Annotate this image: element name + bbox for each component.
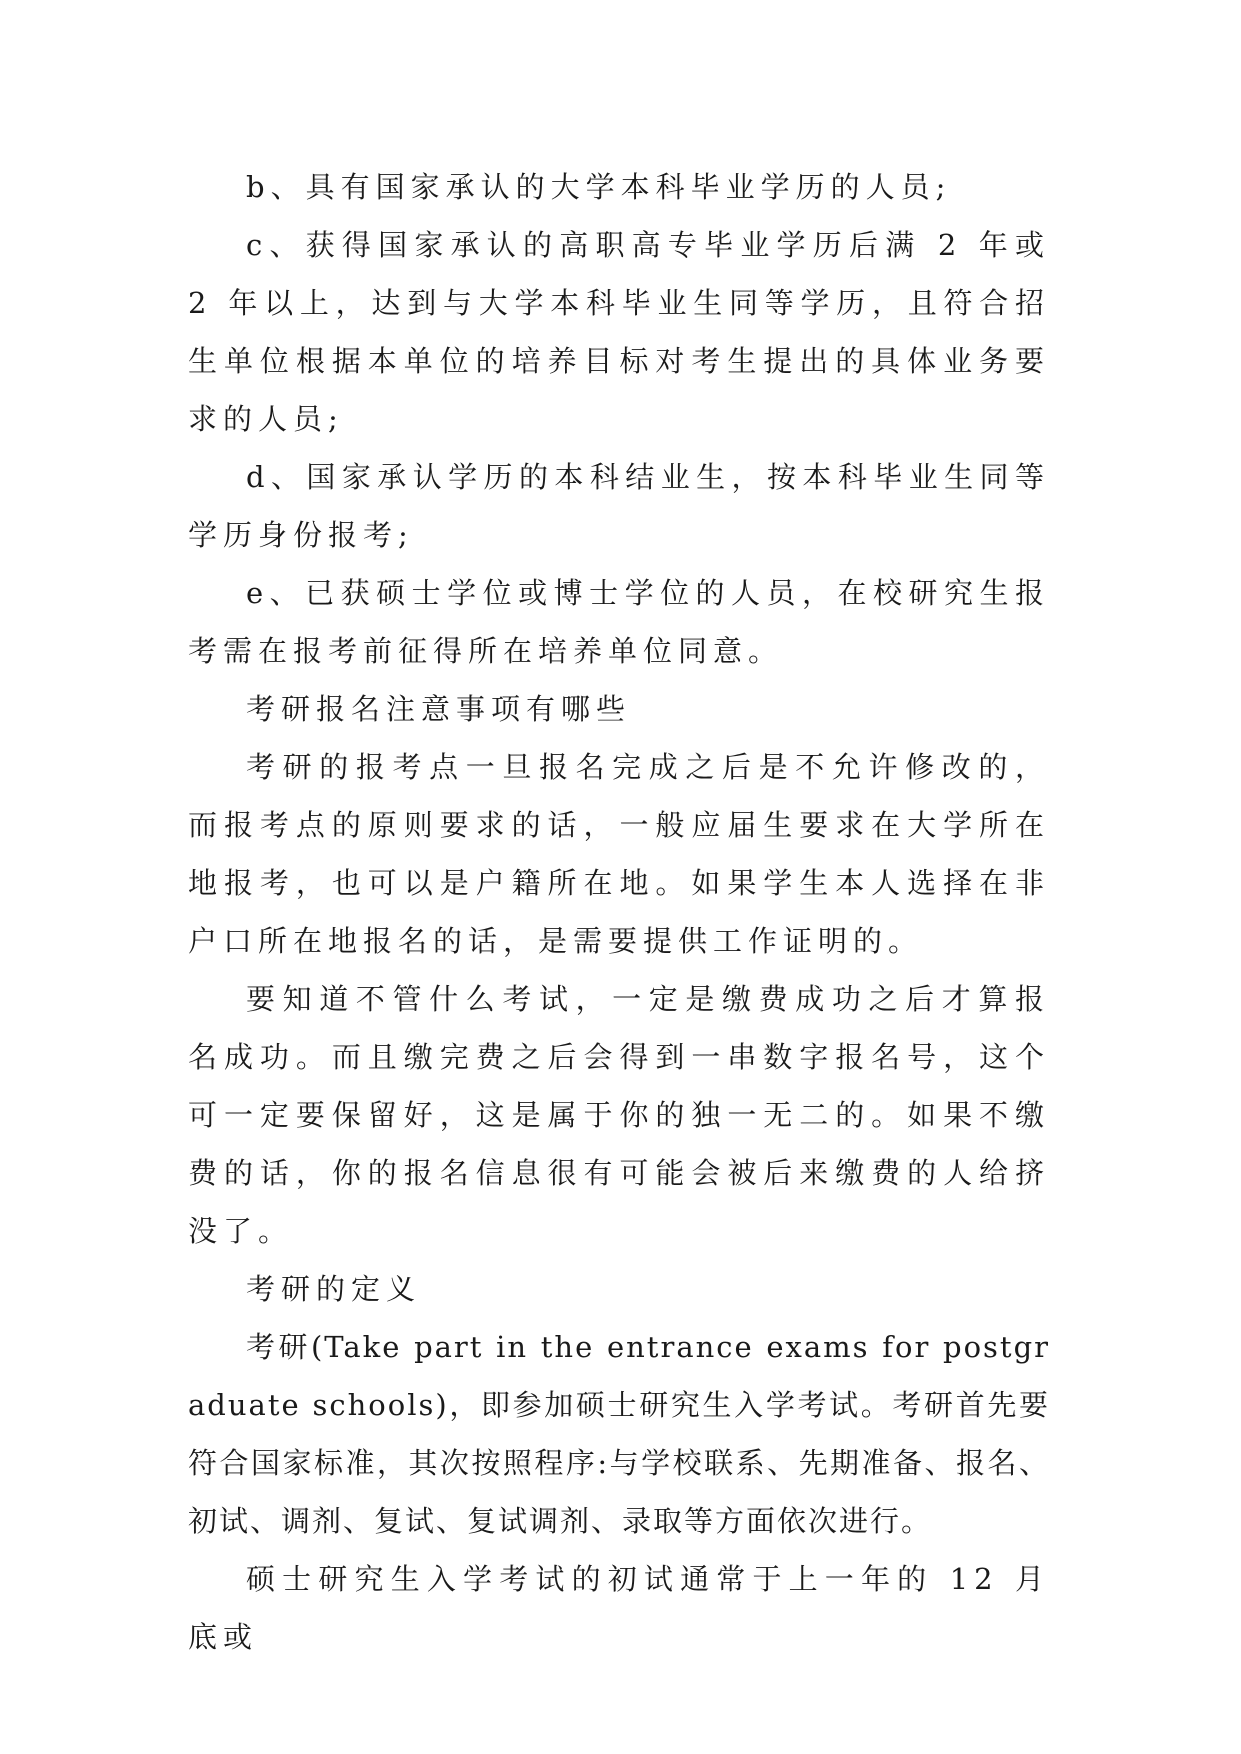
section-heading-registration-notes: 考研报名注意事项有哪些 [246, 692, 632, 726]
paragraph-definition: 考研(Take part in the entrance exams for postgraduate schools)，即参加硕士研究生入学考试。考研首先要符合国家标准，其次按照程序:与学校联系、先期准备、报名、初试、调剂、复试、复试调剂、录取等方面依次进行。 [188, 1330, 1050, 1538]
section-heading-definition: 考研的定义 [246, 1272, 422, 1306]
paragraph-payment: 要知道不管什么考试，一定是缴费成功之后才算报名成功。而且缴完费之后会得到一串数字报名号，这个可一定要保留好，这是属于你的独一无二的。如果不缴费的话，你的报名信息很有可能会被后来缴费的人给挤没了。 [188, 982, 1050, 1248]
paragraph-requirement-c: c、获得国家承认的高职高专毕业学历后满 2 年或 2 年以上，达到与大学本科毕业生同等学历，且符合招生单位根据本单位的培养目标对考生提出的具体业务要求的人员; [188, 228, 1050, 436]
paragraph-requirement-e: e、已获硕士学位或博士学位的人员，在校研究生报考需在报考前征得所在培养单位同意。 [188, 576, 1050, 668]
paragraph-requirement-b: b、具有国家承认的大学本科毕业学历的人员; [246, 170, 952, 204]
paragraph-requirement-d: d、国家承认学历的本科结业生，按本科毕业生同等学历身份报考; [188, 460, 1050, 552]
paragraph-registration-point: 考研的报考点一旦报名完成之后是不允许修改的，而报考点的原则要求的话，一般应届生要求在大学所在地报考，也可以是户籍所在地。如果学生本人选择在非户口所在地报名的话，是需要提供工作证明的。 [188, 750, 1050, 958]
document-page [188, 158, 1050, 1666]
paragraph-initial-exam: 硕士研究生入学考试的初试通常于上一年的 12 月底或 [188, 1562, 1050, 1654]
